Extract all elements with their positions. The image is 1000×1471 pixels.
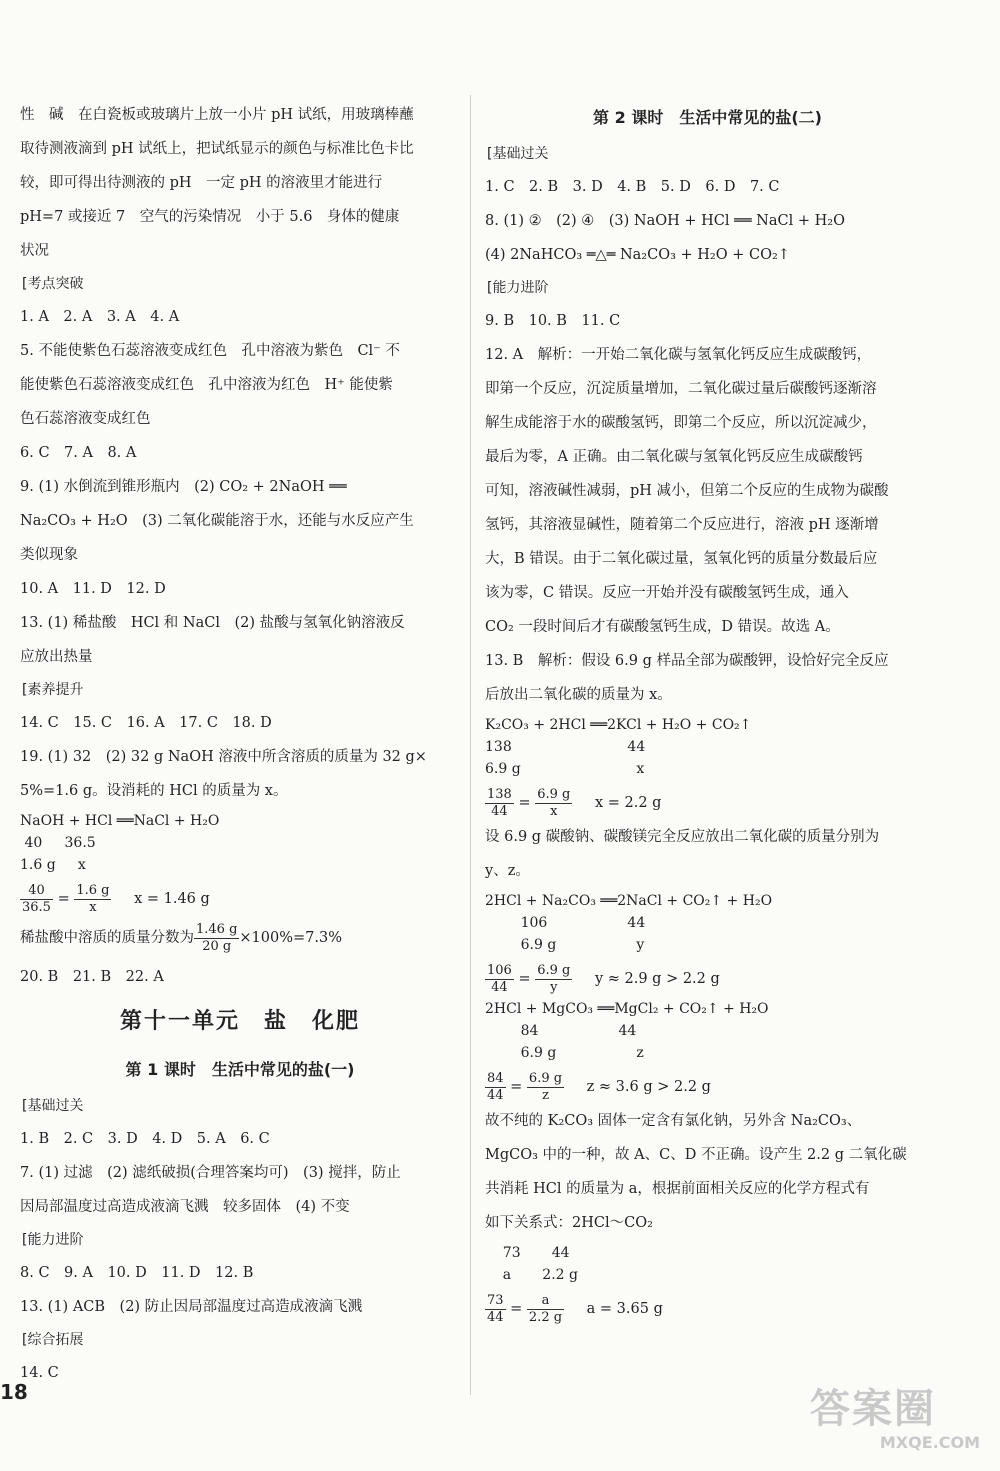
- fraction: $\frac{73}{44}$: [487, 1292, 504, 1325]
- answer-line: 10. A 11. D 12. D: [20, 581, 166, 597]
- text-line: 状况: [20, 243, 49, 259]
- fraction: $\frac{1.46 g}{20 g}$: [196, 921, 238, 954]
- text-line: 较，即可得出待测液的 pH 一定 pH 的溶液里才能进行: [20, 175, 383, 191]
- jichu-1-block: [20, 1122, 460, 1224]
- percent-line: 稀盐酸中溶质的质量分数为 $\frac{1.46 g}{20 g}$ ×100%=7.3%: [20, 921, 342, 954]
- section-heading-jichu: [ 基础过关: [485, 138, 548, 170]
- nengli-2-block: [485, 304, 930, 712]
- section-heading-jichu: [ 基础过关: [20, 1090, 83, 1122]
- equation-line: 40 36.5: [20, 835, 96, 851]
- answer-line: 类似现象: [20, 547, 78, 563]
- text-line: 如下关系式：2HCl～CO₂: [485, 1215, 653, 1231]
- answer-line: 大，B 错误。由于二氧化碳过量，氢氧化钙的质量分数最后应: [485, 551, 878, 567]
- answer-line: 14. C: [20, 1365, 59, 1381]
- watermark-text: 答案圈: [810, 1386, 936, 1432]
- equation-13c: [485, 998, 930, 1064]
- equation-line: 6.9 g y: [485, 937, 645, 953]
- equation-13b: [485, 890, 930, 956]
- answer-line: 7. (1) 过滤 (2) 滤纸破损(合理答案均可) (3) 搅拌，防止: [20, 1165, 401, 1181]
- answer-line: 9. (1) 水倒流到锥形瓶内 (2) CO₂ + 2NaOH ══: [20, 479, 347, 495]
- answer-line: 19. (1) 32 (2) 32 g NaOH 溶液中所含溶质的质量为 32 g×: [20, 749, 427, 765]
- answer-line: 8. (1) ② (2) ④ (3) NaOH + HCl ══ NaCl + H₂O: [485, 213, 845, 229]
- answer-line: 8. C 9. A 10. D 11. D 12. B: [20, 1265, 254, 1281]
- equation-line: 73 44: [485, 1245, 570, 1261]
- lesson-1-title: 第 1 课时 生活中常见的盐(一): [125, 1060, 355, 1079]
- fraction: $\frac{84}{44}$: [487, 1070, 504, 1103]
- section-heading-nengli: [ 能力进阶: [485, 272, 548, 304]
- answer-line: 9. B 10. B 11. C: [485, 313, 621, 329]
- equation-13a: [485, 714, 930, 780]
- fraction: $\frac{6.9 g}{x}$: [537, 786, 571, 819]
- proportion-13d: $\frac{73}{44}$ = $\frac{a}{2.2 g}$ a = 3.65 g: [487, 1292, 663, 1325]
- equation-19: [20, 810, 460, 876]
- equation-line: 106 44: [485, 915, 646, 931]
- answer-line: 最后为零，A 正确。由二氧化碳与氢氧化钙反应生成碳酸钙: [485, 449, 863, 465]
- equation-line: a 2.2 g: [485, 1267, 578, 1283]
- jichu-2-block: [485, 170, 930, 272]
- result-text: y ≈ 2.9 g > 2.2 g: [594, 971, 720, 987]
- right-column: [485, 98, 930, 1326]
- section-heading-suyang: [ 素养提升: [20, 674, 83, 706]
- fraction: $\frac{40}{36.5}$: [22, 882, 51, 915]
- proportion-13b: $\frac{106}{44}$ = $\frac{6.9 g}{y}$ y ≈ 2.9 g > 2.2 g: [487, 962, 720, 995]
- equation-line: NaOH + HCl ══NaCl + H₂O: [20, 813, 220, 829]
- equation-line: 6.9 g x: [485, 761, 645, 777]
- answer-line: 应放出热量: [20, 649, 93, 665]
- equation-line: 2HCl + MgCO₃ ══MgCl₂ + CO₂↑ + H₂O: [485, 1001, 769, 1017]
- proportion-13c: $\frac{84}{44}$ = $\frac{6.9 g}{z}$ z ≈ 3.6 g > 2.2 g: [487, 1070, 711, 1103]
- result-text: a = 3.65 g: [586, 1301, 663, 1317]
- suyang-block: [20, 706, 460, 808]
- equation-line: 6.9 g z: [485, 1045, 644, 1061]
- fraction: $\frac{a}{2.2 g}$: [528, 1292, 563, 1325]
- equation-line: 1.6 g x: [20, 857, 86, 873]
- equation-line: 2HCl + Na₂CO₃ ══2NaCl + CO₂↑ + H₂O: [485, 893, 773, 909]
- equation-line: K₂CO₃ + 2HCl ══2KCl + H₂O + CO₂↑: [485, 717, 752, 733]
- answer-line: 氢钙，其溶液显碱性，随着第二个反应进行，溶液 pH 逐渐增: [485, 517, 879, 533]
- result-text: z ≈ 3.6 g > 2.2 g: [586, 1079, 711, 1095]
- watermark-url: MXQE.COM: [879, 1433, 980, 1452]
- answer-line: 1. B 2. C 3. D 4. D 5. A 6. C: [20, 1131, 270, 1147]
- answer-line: 该为零，C 错误。反应一开始并没有碳酸氢钙生成，通入: [485, 585, 849, 601]
- watermark-logo: [810, 1385, 990, 1465]
- equation-line: 84 44: [485, 1023, 637, 1039]
- fraction: $\frac{138}{44}$: [487, 786, 512, 819]
- answer-line: 因局部温度过高造成液滴飞溅 较多固体 (4) 不变: [20, 1199, 350, 1215]
- answer-line: Na₂CO₃ + H₂O (3) 二氧化碳能溶于水，还能与水反应产生: [20, 513, 414, 529]
- text-line: 性 碱 在白瓷板或玻璃片上放一小片 pH 试纸，用玻璃棒蘸: [20, 107, 414, 123]
- answer-line: 色石蕊溶液变成红色: [20, 411, 151, 427]
- answer-line: 5%=1.6 g。设消耗的 HCl 的质量为 x。: [20, 783, 288, 799]
- answer-line: 14. C 15. C 16. A 17. C 18. D: [20, 715, 272, 731]
- answer-line: 后放出二氧化碳的质量为 x。: [485, 687, 672, 703]
- answer-line: 13. (1) 稀盐酸 HCl 和 NaCl (2) 盐酸与氢氧化钠溶液反: [20, 615, 405, 631]
- section-heading-zonghe: [ 综合拓展: [20, 1324, 83, 1356]
- text-line: 取待测液滴到 pH 试纸上，把试纸显示的颜色与标准比色卡比: [20, 141, 414, 157]
- section-heading-nengli: [ 能力进阶: [20, 1224, 83, 1256]
- left-column: [20, 98, 460, 1390]
- answer-line: 20. B 21. B 22. A: [20, 969, 164, 985]
- proportion-19: $\frac{40}{36.5}$ = $\frac{1.6 g}{x}$ x = 1.46 g: [22, 882, 210, 915]
- answer-line: 13. (1) ACB (2) 防止因局部温度过高造成液滴飞溅: [20, 1299, 363, 1315]
- equation-line: 138 44: [485, 739, 646, 755]
- answer-line: 5. 不能使紫色石蕊溶液变成红色 孔中溶液为紫色 Cl⁻ 不: [20, 343, 400, 359]
- answer-line: 可知，溶液碱性减弱，pH 减小，但第二个反应的生成物为碳酸: [485, 483, 889, 499]
- answer-line: 12. A 解析：一开始二氧化碳与氢氧化钙反应生成碳酸钙，: [485, 347, 872, 363]
- fraction: $\frac{6.9 g}{z}$: [528, 1070, 563, 1103]
- text-line: 设 6.9 g 碳酸钠、碳酸镁完全反应放出二氧化碳的质量分别为: [485, 829, 880, 845]
- answer-line: 1. C 2. B 3. D 4. B 5. D 6. D 7. C: [485, 179, 780, 195]
- answer-line: 能使紫色石蕊溶液变成红色 孔中溶液为红色 H⁺ 能使紫: [20, 377, 393, 393]
- equation-13d: [485, 1242, 930, 1286]
- text-line: 故不纯的 K₂CO₃ 固体一定含有氯化钠，另外含 Na₂CO₃、: [485, 1113, 862, 1129]
- fraction: $\frac{106}{44}$: [487, 962, 512, 995]
- answer-line: 13. B 解析：假设 6.9 g 样品全部为碳酸钾，设恰好完全反应: [485, 653, 889, 669]
- answer-line: CO₂ 一段时间后才有碳酸氢钙生成，D 错误。故选 A。: [485, 619, 840, 635]
- page-number: 18: [0, 1380, 28, 1404]
- nengli-1-block: [20, 1256, 460, 1324]
- result-text: x = 1.46 g: [134, 891, 210, 907]
- answer-line: (4) 2NaHCO₃ ═△═ Na₂CO₃ + H₂O + CO₂↑: [485, 247, 790, 263]
- answer-line: 解生成能溶于水的碳酸氢钙，即第二个反应，所以沉淀减少，: [485, 415, 877, 431]
- answer-line: 即第一个反应，沉淀质量增加，二氧化碳过量后碳酸钙逐渐溶: [485, 381, 877, 397]
- kaodian-block: [20, 300, 460, 674]
- column-divider: [470, 95, 471, 1395]
- unit-title: 第十一单元 盐 化肥: [119, 1009, 360, 1034]
- fraction: $\frac{6.9 g}{y}$: [537, 962, 571, 995]
- fraction: $\frac{1.6 g}{x}$: [76, 882, 110, 915]
- section-heading-kaodian: [ 考点突破: [20, 268, 83, 300]
- answer-line: 1. A 2. A 3. A 4. A: [20, 309, 180, 325]
- text-line: pH=7 或接近 7 空气的污染情况 小于 5.6 身体的健康: [20, 209, 400, 225]
- intro-block: [20, 98, 460, 268]
- result-text: x = 2.2 g: [594, 795, 662, 811]
- text-line: y、z。: [485, 863, 530, 879]
- text-line: 共消耗 HCl 的质量为 a，根据前面相关反应的化学方程式有: [485, 1181, 870, 1197]
- proportion-13a: $\frac{138}{44}$ = $\frac{6.9 g}{x}$ x = 2.2 g: [487, 786, 662, 819]
- text-line: MgCO₃ 中的一种，故 A、C、D 不正确。设产生 2.2 g 二氧化碳: [485, 1147, 907, 1163]
- answer-line: 6. C 7. A 8. A: [20, 445, 137, 461]
- lesson-2-title: 第 2 课时 生活中常见的盐(二): [593, 108, 822, 127]
